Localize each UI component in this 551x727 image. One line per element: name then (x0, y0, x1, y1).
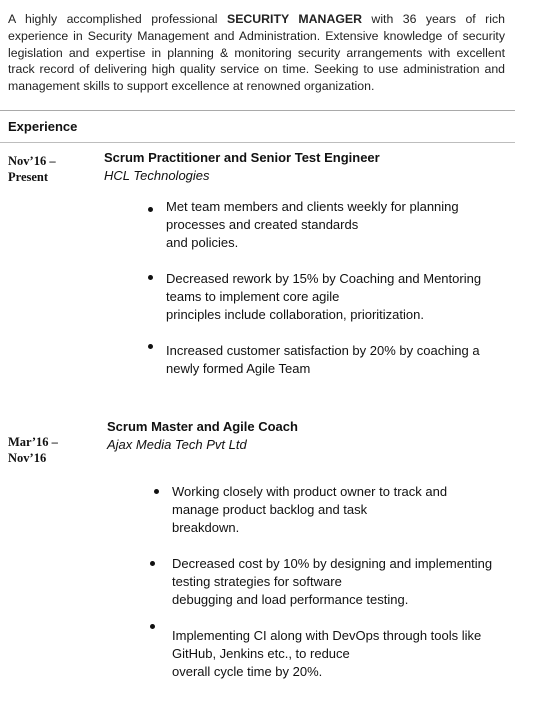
professional-summary (8, 11, 505, 95)
summary-role: SECURITY MANAGER (227, 12, 362, 26)
bullet-line: manage product backlog and task (172, 502, 368, 517)
bullet-line: principles include collaboration, prioritization. (166, 307, 424, 322)
bullet-line: teams to implement core agile (166, 289, 340, 304)
bullet-line: breakdown. (172, 520, 240, 535)
job-1-date-end: Present (8, 170, 49, 184)
job-1-bullet-2 (166, 270, 481, 324)
job-2-bullet-3 (172, 627, 481, 681)
bullet-line: testing strategies for software (172, 574, 342, 589)
job-2-date-end: Nov’16 (8, 451, 47, 465)
experience-heading: Experience (8, 119, 78, 134)
job-1-title: Scrum Practitioner and Senior Test Engineer (104, 150, 380, 165)
bullet-line: and policies. (166, 235, 239, 250)
job-1-dates (8, 153, 56, 185)
bullet-line: Decreased cost by 10% by designing and implementing (172, 556, 493, 571)
bullet-line: processes and created standards (166, 217, 359, 232)
summary-intro: A highly accomplished professional (8, 12, 228, 26)
job-2-bullet-1 (172, 483, 447, 537)
bullet-line: GitHub, Jenkins etc., to reduce (172, 646, 350, 661)
job-2-company: Ajax Media Tech Pvt Ltd (107, 437, 247, 452)
bullet-dot (150, 624, 155, 629)
bullet-line: newly formed Agile Team (166, 361, 311, 376)
job-1-company: HCL Technologies (104, 168, 210, 183)
bullet-dot (148, 275, 153, 280)
bullet-dot (148, 344, 153, 349)
job-2-date-start: Mar’16 – (8, 435, 58, 449)
bullet-line: Increased customer satisfaction by 20% by coaching a (166, 343, 480, 358)
section-divider-top (0, 110, 515, 111)
section-divider (0, 142, 515, 143)
job-2-title: Scrum Master and Agile Coach (107, 419, 298, 434)
summary-body: with 36 years of rich experience in Security Management and Administration. Extensive knowledge of security legislation and expertise in planning & monitoring security arrangements with excellent track record of delivering high quality service on time. Seeking to use administration and management skills to support excellence at renowned organization. (8, 12, 505, 94)
bullet-dot (148, 207, 153, 212)
job-2-dates (8, 434, 58, 466)
bullet-dot (154, 489, 159, 494)
bullet-line: Met team members and clients weekly for planning (166, 199, 459, 214)
bullet-line: Working closely with product owner to track and (172, 484, 448, 499)
bullet-line: Decreased rework by 15% by Coaching and Mentoring (166, 271, 482, 286)
bullet-line: Implementing CI along with DevOps through tools like (172, 628, 482, 643)
job-1-bullet-1 (166, 198, 459, 252)
bullet-dot (150, 561, 155, 566)
job-1-date-start: Nov’16 – (8, 154, 56, 168)
bullet-line: debugging and load performance testing. (172, 592, 409, 607)
job-1-bullet-3 (166, 342, 480, 378)
job-2-bullet-2 (172, 555, 492, 609)
bullet-line: overall cycle time by 20%. (172, 664, 323, 679)
